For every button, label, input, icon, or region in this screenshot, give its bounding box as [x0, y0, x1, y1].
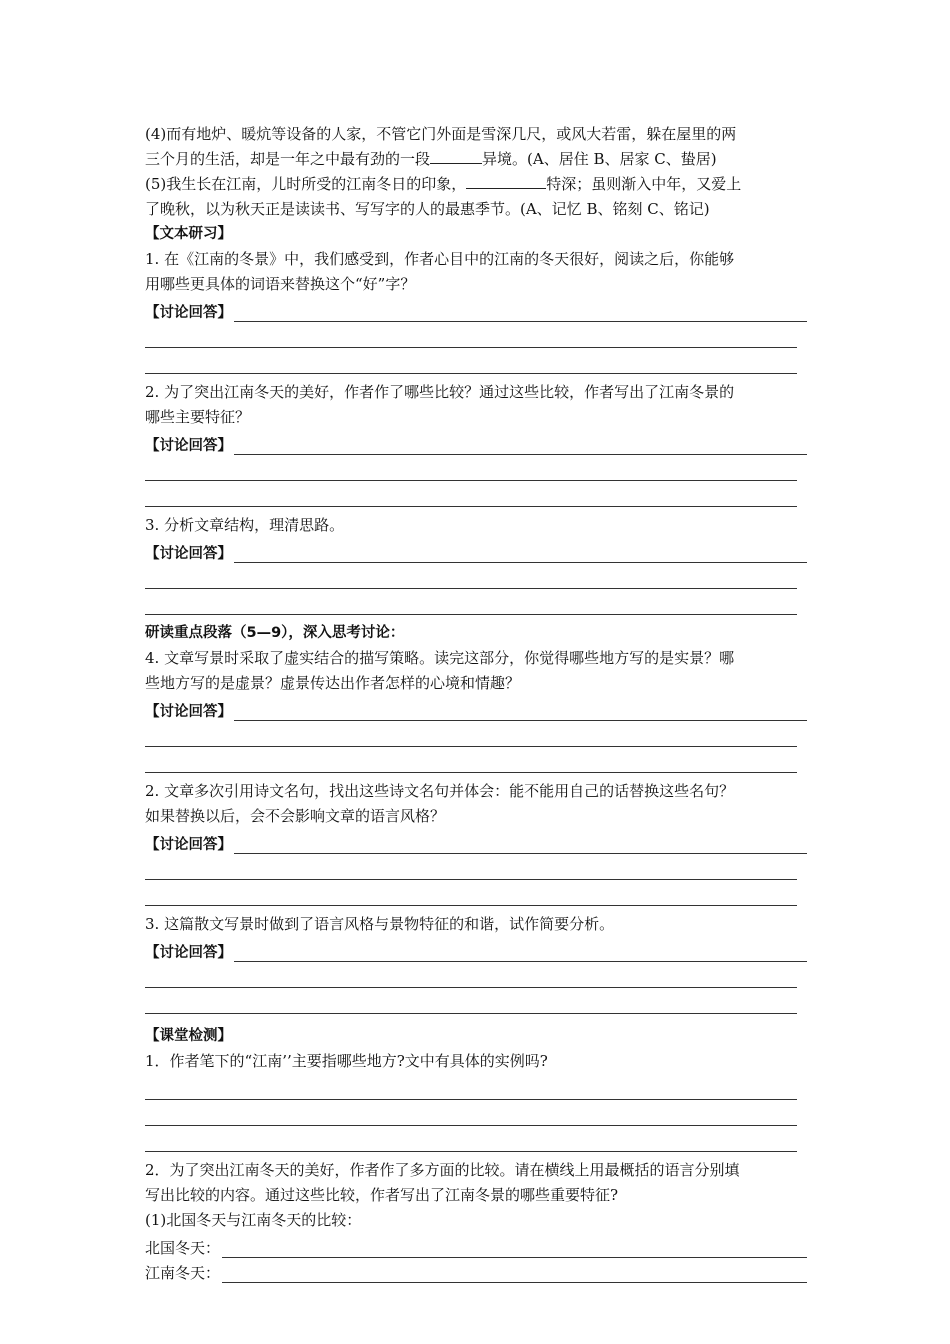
answer-line[interactable] [145, 1074, 797, 1100]
worksheet-page [145, 122, 807, 1283]
question-5-line2: 如果替换以后，会不会影响文章的语言风格？ [145, 807, 446, 825]
check-question-2-sub1: (1)北国冬天与江南冬天的比较： [145, 1211, 362, 1229]
vocab-item-5-text-b: 特深；虽则渐入中年，又爱上 [546, 175, 742, 193]
section-heading-text-study: 【文本研习】 [145, 226, 232, 242]
question-4-line2: 些地方写的是虚景？虚景传达出作者怎样的心境和情趣？ [145, 674, 521, 692]
vocab-item-5-blank[interactable] [466, 172, 546, 189]
north-winter-answer-line[interactable] [222, 1240, 807, 1258]
vocab-item-4-line1: (4)而有地炉、暖炕等设备的人家，不管它门外面是雪深几尺，或风大若雷，躲在屋里的两 [145, 125, 737, 143]
answer-line[interactable] [145, 589, 797, 615]
answer-label: 【讨论回答】 [145, 546, 232, 562]
answer-line[interactable] [145, 322, 797, 348]
answer-line[interactable] [234, 304, 807, 322]
answer-line[interactable] [145, 962, 797, 988]
answer-line[interactable] [234, 703, 807, 721]
section-heading-key-paragraphs: 研读重点段落（5—9），深入思考讨论： [145, 625, 405, 641]
answer-line[interactable] [145, 747, 797, 773]
answer-line[interactable] [234, 545, 807, 563]
question-3-line1: 3. 分析文章结构，理清思路。 [145, 516, 345, 534]
answer-label: 【讨论回答】 [145, 945, 232, 961]
south-winter-label: 江南冬天： [145, 1264, 221, 1282]
question-2-line1: 2. 为了突出江南冬天的美好，作者作了哪些比较？通过这些比较，作者写出了江南冬景的 [145, 383, 735, 401]
answer-label: 【讨论回答】 [145, 837, 232, 853]
answer-row-5 [145, 829, 807, 854]
question-5-line1: 2. 文章多次引用诗文名句，找出这些诗文名句并体会：能不能用自己的话替换这些名句？ [145, 782, 735, 800]
check-question-1: 1．作者笔下的“江南’’主要指哪些地方?文中有具体的实例吗? [145, 1052, 548, 1070]
answer-line[interactable] [234, 944, 807, 962]
answer-row-6 [145, 937, 807, 962]
answer-label: 【讨论回答】 [145, 438, 232, 454]
check-question-2-line2: 写出比较的内容。通过这些比较，作者写出了江南冬景的哪些重要特征? [145, 1186, 619, 1204]
answer-line[interactable] [145, 721, 797, 747]
vocab-item-4-line2 [145, 147, 807, 172]
south-winter-answer-line[interactable] [222, 1265, 807, 1283]
answer-line[interactable] [145, 1100, 797, 1126]
vocab-item-5-text-a: (5)我生长在江南，儿时所受的江南冬日的印象， [145, 175, 467, 193]
answer-row-4 [145, 696, 807, 721]
vocab-item-5-line1 [145, 172, 807, 197]
answer-row-2 [145, 430, 807, 455]
answer-line[interactable] [145, 854, 797, 880]
question-1-line1: 1. 在《江南的冬景》中，我们感受到，作者心目中的江南的冬天很好，阅读之后，你能够 [145, 250, 735, 268]
answer-line[interactable] [145, 988, 797, 1014]
vocab-item-4-text-a: 三个月的生活，却是一年之中最有劲的一段 [145, 150, 431, 168]
answer-line[interactable] [145, 880, 797, 906]
answer-row-3 [145, 538, 807, 563]
vocab-item-4-blank[interactable] [430, 147, 482, 164]
answer-line[interactable] [145, 563, 797, 589]
answer-line[interactable] [145, 348, 797, 374]
vocab-item-5-line2: 了晚秋，以为秋天正是读读书、写写字的人的最惠季节。(A、记忆 B、铭刻 C、铭记) [145, 200, 710, 218]
section-heading-class-check: 【课堂检测】 [145, 1028, 232, 1044]
south-winter-row [145, 1258, 807, 1283]
answer-line[interactable] [145, 1126, 797, 1152]
question-4-line1: 4. 文章写景时采取了虚实结合的描写策略。读完这部分，你觉得哪些地方写的是实景？哪 [145, 649, 735, 667]
answer-line[interactable] [145, 481, 797, 507]
check-question-2-line1: 2．为了突出江南冬天的美好，作者作了多方面的比较。请在横线上用最概括的语言分别填 [145, 1161, 740, 1179]
vocab-item-4-text-b: 异境。(A、居住 B、居家 C、蛰居) [482, 150, 717, 168]
answer-line[interactable] [145, 455, 797, 481]
answer-label: 【讨论回答】 [145, 305, 232, 321]
question-1-line2: 用哪些更具体的词语来替换这个“好”字？ [145, 275, 416, 293]
answer-line[interactable] [234, 836, 807, 854]
north-winter-label: 北国冬天： [145, 1239, 221, 1257]
answer-line[interactable] [234, 437, 807, 455]
question-6-line1: 3. 这篇散文写景时做到了语言风格与景物特征的和谐，试作简要分析。 [145, 915, 615, 933]
north-winter-row [145, 1233, 807, 1258]
answer-label: 【讨论回答】 [145, 704, 232, 720]
question-2-line2: 哪些主要特征？ [145, 408, 251, 426]
answer-row-1 [145, 297, 807, 322]
